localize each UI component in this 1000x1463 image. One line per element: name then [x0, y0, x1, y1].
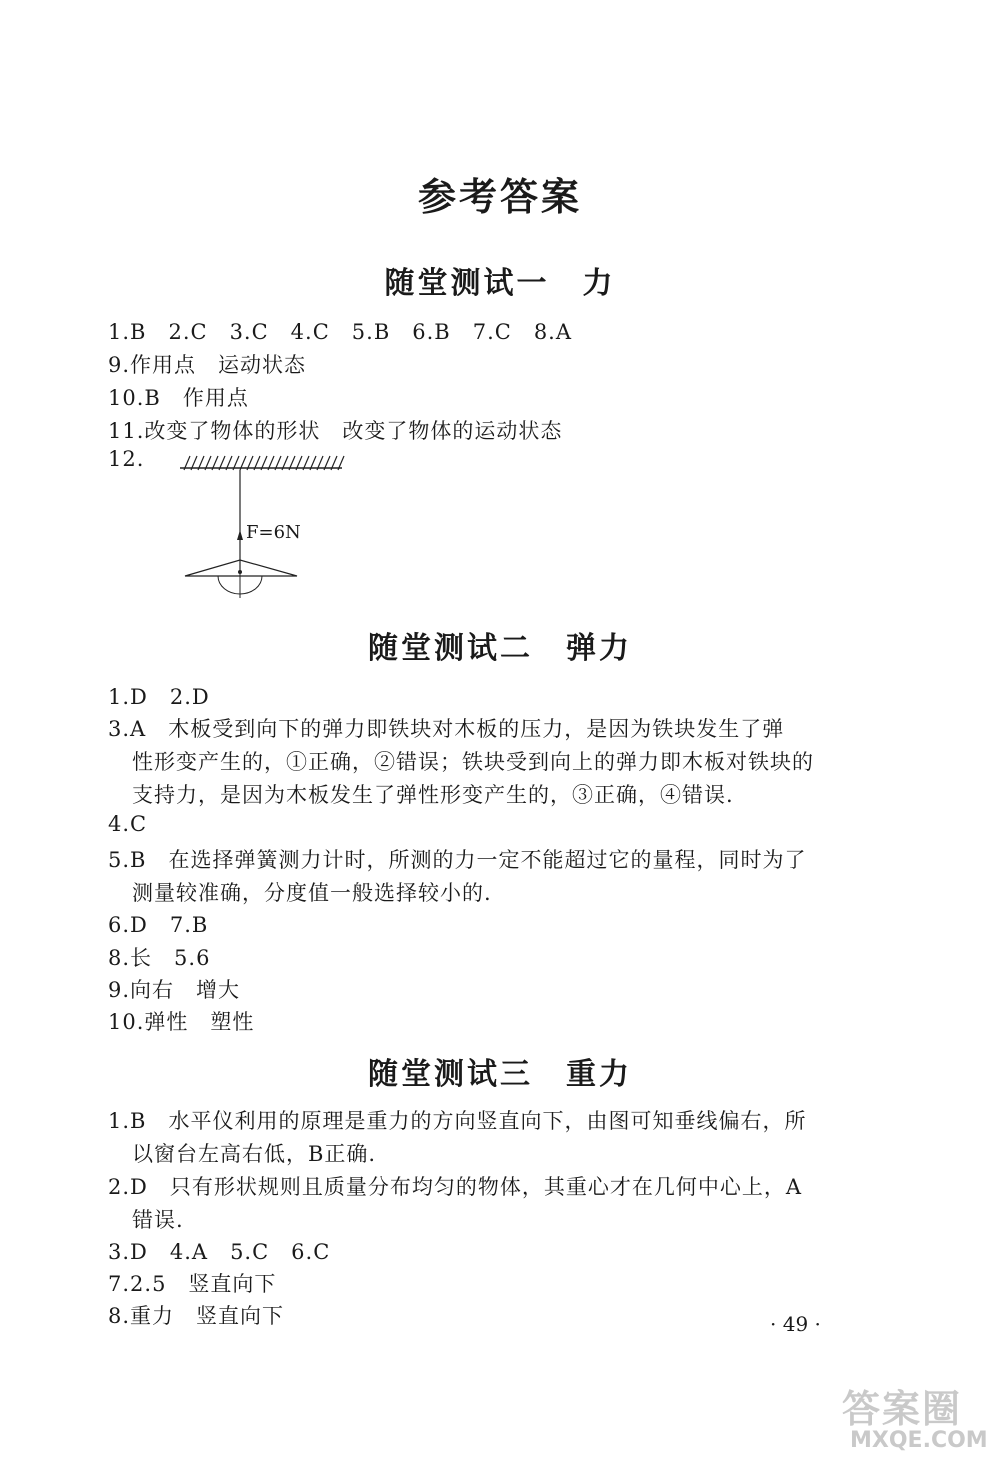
answer-line: 1.B 2.C 3.C 4.C 5.B 6.B 7.C 8.A — [108, 320, 573, 344]
section-heading-3: 随堂测试三 重力 — [368, 1057, 632, 1092]
answer-line: 5.B 在选择弹簧测力计时，所测的力一定不能超过它的量程，同时为了 — [108, 848, 807, 872]
answer-line: 7.2.5 竖直向下 — [108, 1272, 277, 1296]
section-heading-1: 随堂测试一 力 — [384, 266, 616, 301]
watermark-url: MXQE.COM — [850, 1428, 988, 1453]
answer-line: 性形变产生的，①正确，②错误；铁块受到向上的弹力即木板对铁块的 — [132, 750, 814, 774]
answer-line: 10.B 作用点 — [108, 386, 249, 410]
answer-line: 10.弹性 塑性 — [108, 1010, 255, 1034]
answer-line: 支持力，是因为木板发生了弹性形变产生的，③正确，④错误. — [132, 783, 734, 807]
answer-line: 3.D 4.A 5.C 6.C — [108, 1240, 331, 1264]
page-number: · 49 · — [770, 1312, 821, 1336]
answer-line: 3.A 木板受到向下的弹力即铁块对木板的压力，是因为铁块发生了弹 — [108, 717, 785, 741]
answer-line: 2.D 只有形状规则且质量分布均匀的物体，其重心才在几何中心上，A — [108, 1175, 803, 1199]
answer-line: 8.长 5.6 — [108, 946, 211, 970]
answer-line: 6.D 7.B — [108, 913, 209, 937]
answer-line: 11.改变了物体的形状 改变了物体的运动状态 — [108, 419, 563, 443]
watermark — [838, 1378, 998, 1458]
section-heading-2: 随堂测试二 弹力 — [368, 631, 632, 666]
answer-line: 12. — [108, 447, 145, 471]
answer-line: 1.D 2.D — [108, 685, 210, 709]
page-title: 参考答案 — [417, 175, 582, 219]
watermark-logo: 答案圈 — [842, 1387, 963, 1431]
answer-line: 8.重力 竖直向下 — [108, 1304, 285, 1328]
answer-line: 9.作用点 运动状态 — [108, 353, 307, 377]
answer-line: 测量较准确，分度值一般选择较小的. — [132, 881, 492, 905]
answer-line: 错误. — [132, 1208, 184, 1232]
answer-line: 1.B 水平仪利用的原理是重力的方向竖直向下，由图可知垂线偏右，所 — [108, 1109, 807, 1133]
answer-line: 9.向右 增大 — [108, 978, 241, 1002]
answer-line: 以窗台左高右低，B正确. — [132, 1142, 377, 1166]
force-label: F=6N — [246, 522, 301, 543]
answer-line: 4.C — [108, 812, 148, 836]
